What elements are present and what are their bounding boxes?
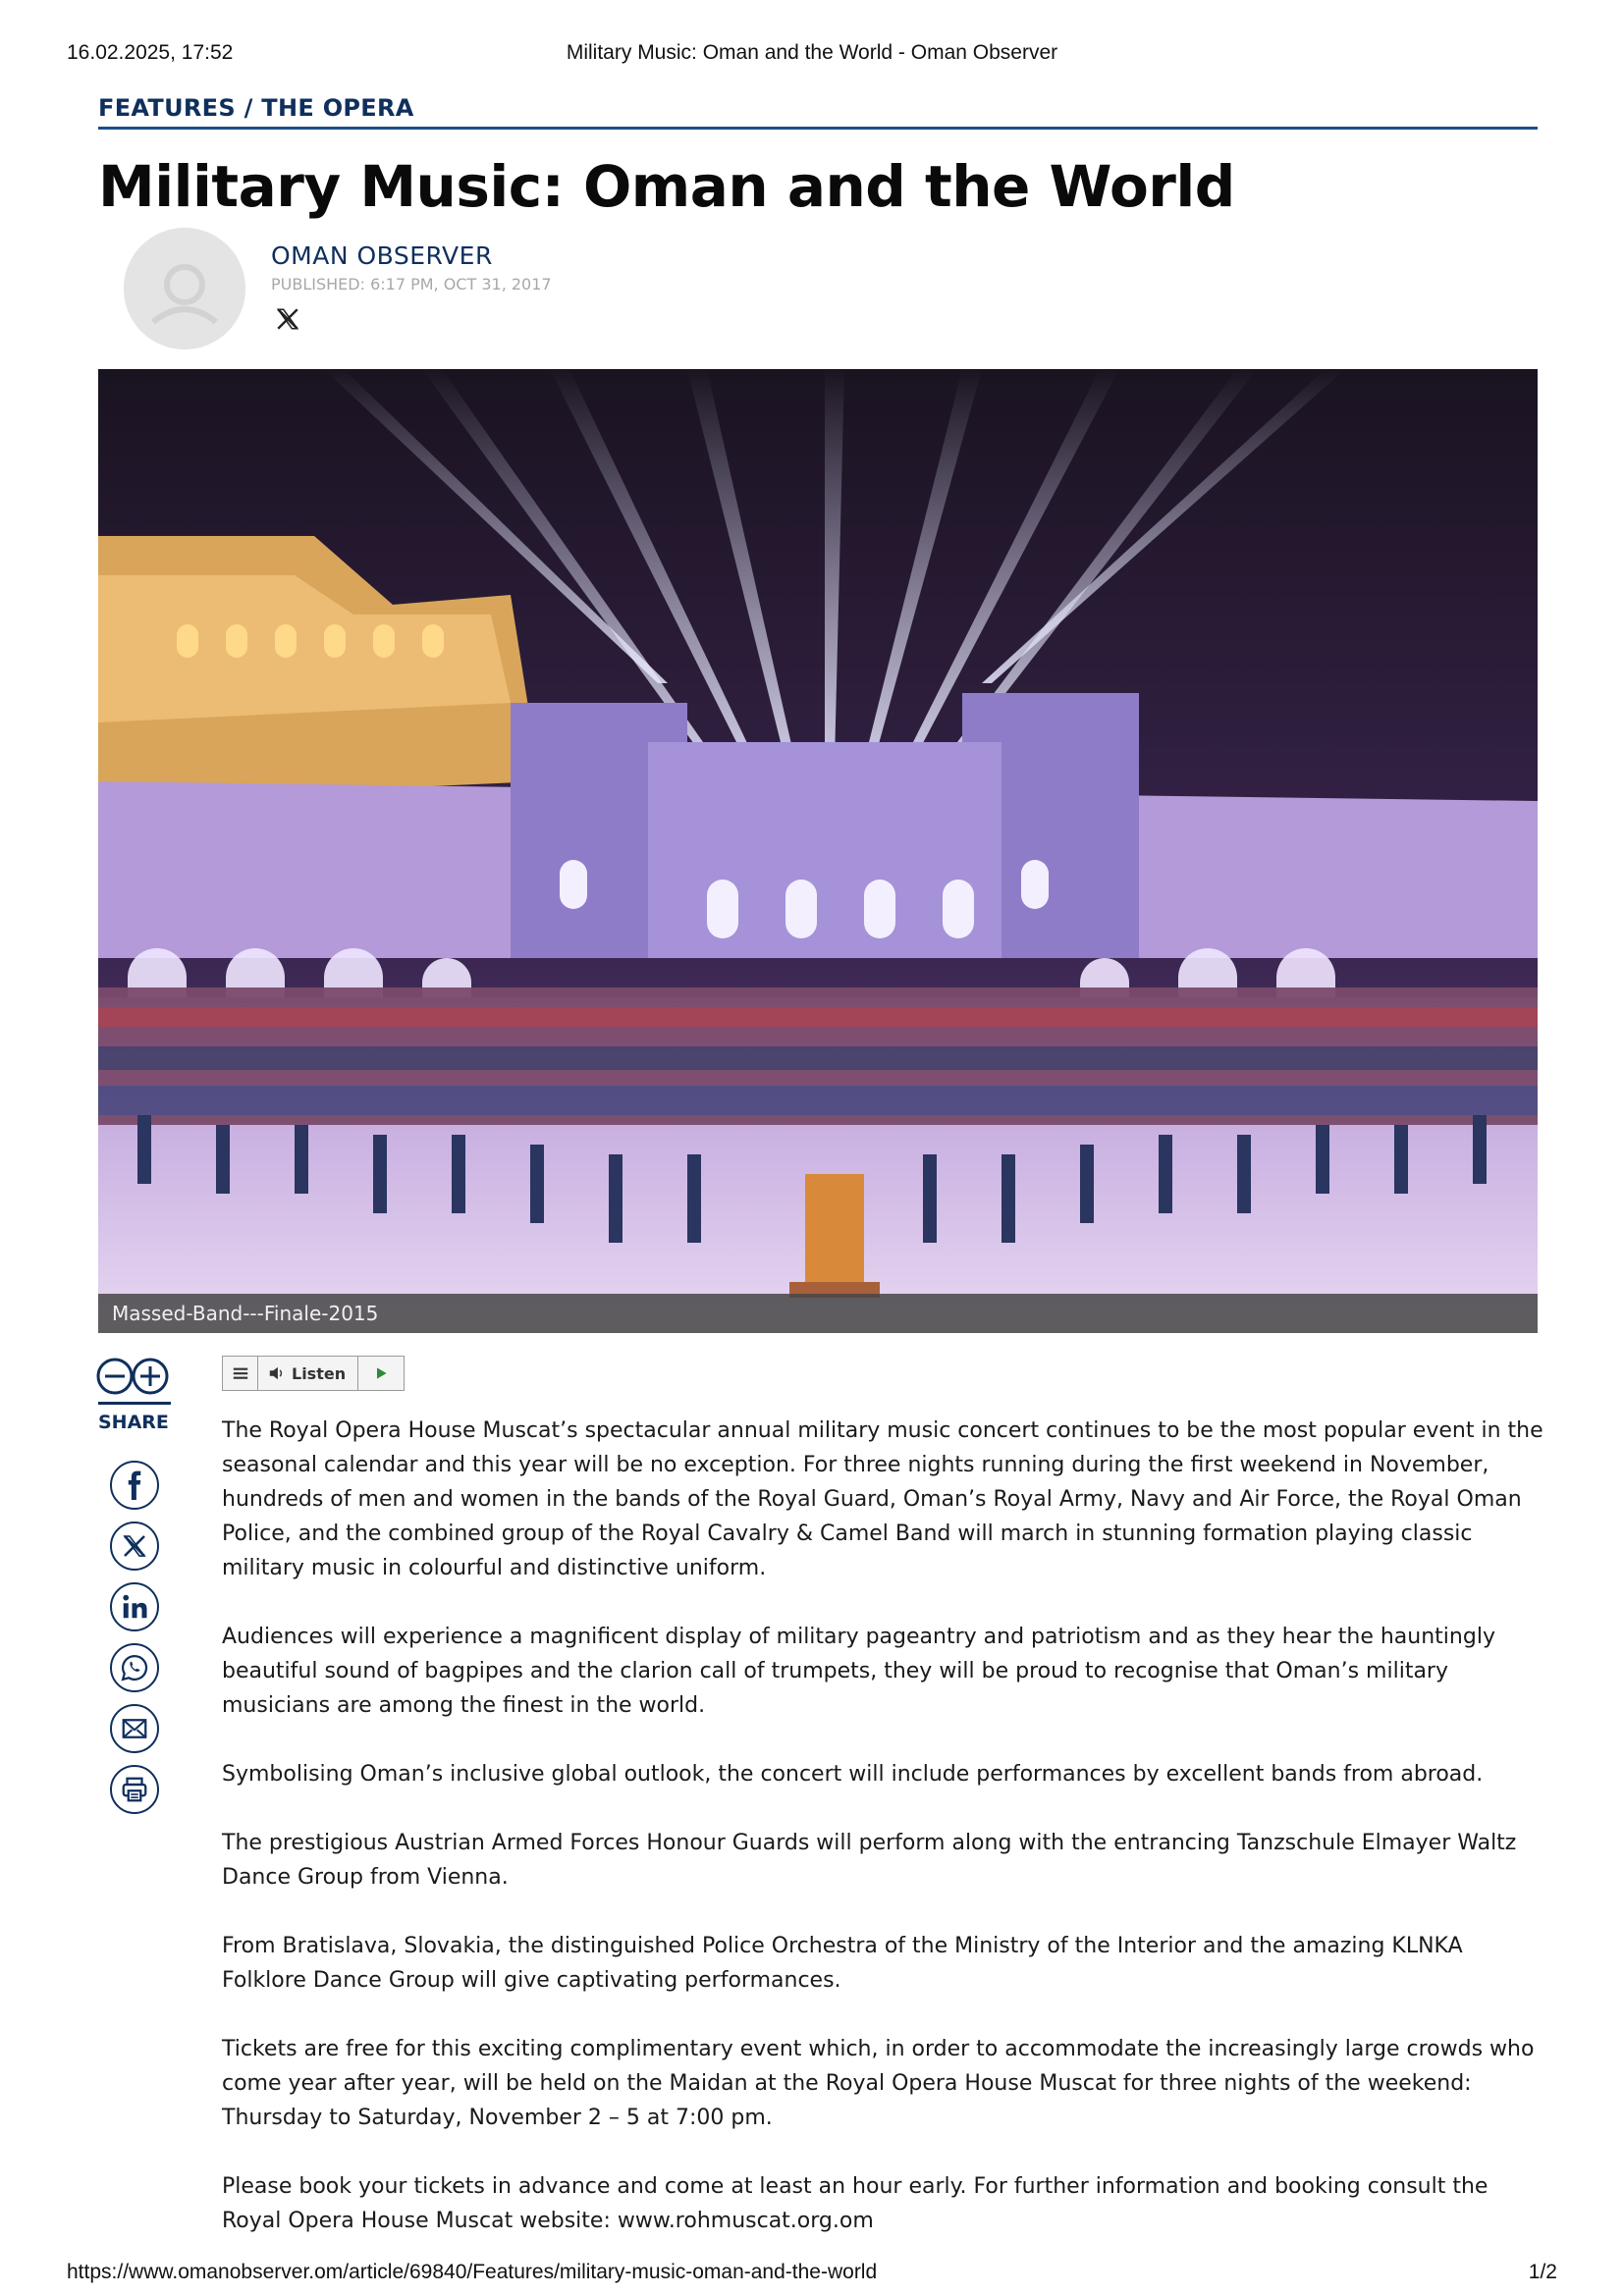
article-paragraph: Tickets are free for this exciting complimentary event which, in order to accommodate the increasingly large crowds who come year after year, will be held on the Maidan at the Royal Opera House Muscat for three nights of the weekend: Thursday to Saturday, November 2 – 5 at 7:00 pm. <box>222 2037 1535 2130</box>
listen-player[interactable] <box>222 1356 405 1391</box>
hero-image <box>98 369 1538 1333</box>
author-x-icon[interactable] <box>275 306 300 332</box>
print-datetime: 16.02.2025, 17:52 <box>67 41 234 64</box>
print-page-number: 1/2 <box>1528 2261 1557 2283</box>
hero-photo-illustration <box>98 369 1538 1333</box>
article-paragraph: The Royal Opera House Muscat’s spectacular annual military music concert continues to be the most popular event in the seasonal calendar and this year will be no exception. For three nights running during the first weekend in November, hundreds of men and women in the bands of the Royal Guard, Oman’s Royal Army, Navy and Air Force, the Royal Oman Police, and the combined group of the Royal Cavalry & Camel Band will march in stunning formation playing classic military music in colourful and distinctive uniform. <box>222 1418 1543 1580</box>
email-icon[interactable] <box>110 1704 159 1753</box>
facebook-icon[interactable] <box>110 1461 159 1510</box>
whatsapp-icon[interactable] <box>110 1643 159 1692</box>
linkedin-icon[interactable] <box>110 1582 159 1631</box>
print-url: https://www.omanobserver.om/article/69840/Features/military-music-oman-and-the-world <box>67 2261 878 2283</box>
play-icon[interactable] <box>358 1357 404 1390</box>
share-label: SHARE <box>98 1412 169 1433</box>
published-date: PUBLISHED: 6:17 PM, OCT 31, 2017 <box>271 275 552 294</box>
category-breadcrumb[interactable]: FEATURES / THE OPERA <box>98 94 1538 130</box>
article-headline: Military Music: Oman and the World <box>98 153 1235 220</box>
article-paragraph: Audiences will experience a magnificent display of military pageantry and patriotism and as they hear the hauntingly beautiful sound of bagpipes and the clarion call of trumpets, they will be proud to recognise that Oman’s military musicians are among the finest in the world. <box>222 1625 1495 1718</box>
listen-menu-icon[interactable] <box>223 1357 258 1390</box>
article-paragraph: Please book your tickets in advance and come at least an hour early. For further information and booking consult the Royal Opera House Muscat website: www.rohmuscat.org.om <box>222 2174 1489 2233</box>
print-page-title: Military Music: Oman and the World - Oman Observer <box>566 41 1058 64</box>
author-name[interactable]: OMAN OBSERVER <box>271 241 493 270</box>
listen-label: Listen <box>292 1363 347 1383</box>
x-icon[interactable] <box>110 1522 159 1571</box>
font-size-control[interactable] <box>96 1357 173 1396</box>
print-icon[interactable] <box>110 1765 159 1814</box>
avatar-placeholder-icon <box>124 228 245 349</box>
article-paragraph: From Bratislava, Slovakia, the distinguished Police Orchestra of the Ministry of the Interior and the amazing KLNKA Folklore Dance Group will give captivating performances. <box>222 1934 1463 1993</box>
listen-button[interactable] <box>258 1357 358 1390</box>
article-paragraph: The prestigious Austrian Armed Forces Honour Guards will perform along with the entrancing Tanzschule Elmayer Waltz Dance Group from Vienna. <box>222 1831 1517 1890</box>
print-header <box>67 41 1557 69</box>
share-divider <box>98 1402 171 1405</box>
article-body <box>222 1414 1543 2272</box>
article-paragraph: Symbolising Oman’s inclusive global outlook, the concert will include performances by excellent bands from abroad. <box>222 1762 1484 1787</box>
speaker-icon <box>268 1364 286 1382</box>
image-caption: Massed-Band---Finale-2015 <box>98 1294 1538 1333</box>
author-avatar <box>124 228 245 349</box>
